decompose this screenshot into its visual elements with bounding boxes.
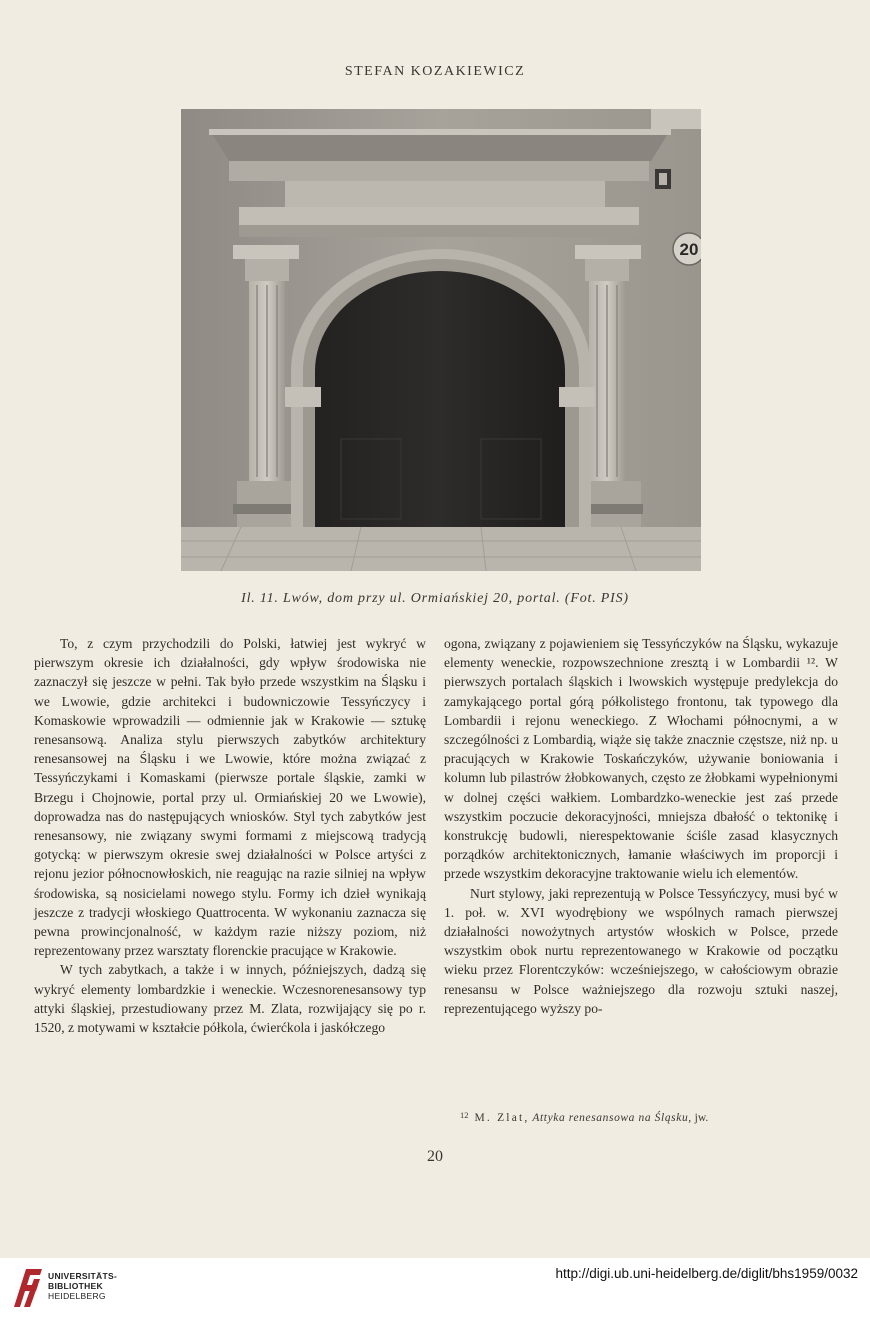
right-paragraph-2: Nurt stylowy, jaki reprezentują w Polsce Tessyńczycy, musi być w 1. poł. w. XVI wyodrębiony we wspólnych ramach pierwszej działalności nowożytnych artystów włoskich w Polsce, przede wszystkim obok nurtu reprezentowanego w Krakowie od początku wieku przez Florentczyków: wcześniejszego, w całościowym obrazie renesansu w Polsce ważniejszego dla rozwoju sztuki naszej, reprezentującego wyższy po-	[444, 885, 838, 1016]
logo-line-3: HEIDELBERG	[48, 1291, 106, 1301]
footnote-marker: 12	[460, 1110, 469, 1120]
left-column	[34, 634, 426, 1037]
right-paragraph-1: ogona, związany z pojawieniem się Tessyńczyków na Śląsku, wykazuje elementy weneckie, rozpowszechnione zresztą i w Lombardii ¹². W pierwszych portalach śląskich i lwowskich występuje predylekcja do zamykającego portal górą półkolistego frontonu, tak typowego dla Lombardii i rejonu weneckiego. Z Włochami północnymi, a w szczególności z Lombardią, wiąże się także znacznie częstsze, niż np. u pracujących w Krakowie Toskańczyków, używanie boniowania i kolumn lub pilastrów żłobkowanych, często ze żłobkami wypełnionymi w dolnej części wałkiem. Lombardzko-weneckie jest zaś przede wszystkim poczucie dekoracyjności, mniejsza dbałość o tektonikę i konstrukcję budowli, nierespektowanie ściśle zasad klasycznych porządków architektonicznych, łamanie właściwych im proporcji i przede wszystkim dekoracyjne traktowanie wielu ich elementów.	[444, 636, 838, 882]
footnote-author: M. Zlat,	[474, 1112, 530, 1124]
house-number: 20	[679, 240, 699, 259]
figure-caption: Il. 11. Lwów, dom przy ul. Ormiańskiej 20, portal. (Fot. PIS)	[241, 591, 629, 606]
footnote-title: Attyka renesansowa na Śląsku,	[532, 1112, 692, 1124]
left-paragraph-1: To, z czym przychodzili do Polski, łatwiej jest wykryć w pierwszym okresie ich działalności, gdy wpływ środowiska nie zaznaczył się jeszcze w pełni. Tak było przede wszystkim na Śląsku i we Lwowie, gdzie architekci i budowniczowie Tessyńczycy i Komaskowie wprowadzili — odmiennie jak w Krakowie — sztukę renesansową. Analiza stylu pierwszych zabytków architektury renesansowej na Śląsku i we Lwowie, które można związać z Tessyńczykami i Komaskami (pierwsze portale śląskie, zamki w Brzegu i Chojnowie, portal przy ul. Ormiańskiej 20 we Lwowie), doprowadza nas do następujących wniosków. Styl tych zabytków jest renesansowy, nie związany swymi formami z miejscową tradycją gotycką: w pierwszym okresie swej działalności w Polsce artyści z rejonu jezior północnowłoskich, nie reagując na razie silniej na wpływ środowiska, są nosicielami nowego stylu. Formy ich dzieł wynikają jeszcze z tradycji włoskiego Quattrocenta. W wykonaniu zaznacza się pewna prowincjonalność, w każdym razie niższy poziom, niż reprezentowany przez warsztaty florenckie pracujące w Krakowie.	[34, 636, 426, 959]
running-head: STEFAN KOZAKIEWICZ	[344, 64, 526, 79]
logo-line-2: BIBLIOTHEK	[48, 1281, 103, 1291]
portal-photograph	[181, 109, 701, 571]
permalink-url[interactable]: http://digi.ub.uni-heidelberg.de/diglit/bhs1959/0032	[555, 1266, 858, 1281]
right-column	[444, 634, 838, 1018]
page-number: 20	[427, 1148, 443, 1165]
footnote	[460, 1110, 840, 1124]
left-paragraph-2: W tych zabytkach, a także i w innych, późniejszych, dadzą się wykryć elementy lombardzkie i weneckie. Wczesnorenesansowy typ attyki śląskiej, przestudiowany przez M. Zlata, rozwijający się po r. 1520, z motywami w kształcie półkola, ćwierćkola i jaskółczego	[34, 962, 426, 1036]
library-logo-text[interactable]	[48, 1271, 117, 1301]
library-logo-icon[interactable]	[12, 1265, 44, 1313]
logo-line-1: UNIVERSITÄTS-	[48, 1271, 118, 1281]
footnote-ref: jw.	[694, 1112, 709, 1124]
